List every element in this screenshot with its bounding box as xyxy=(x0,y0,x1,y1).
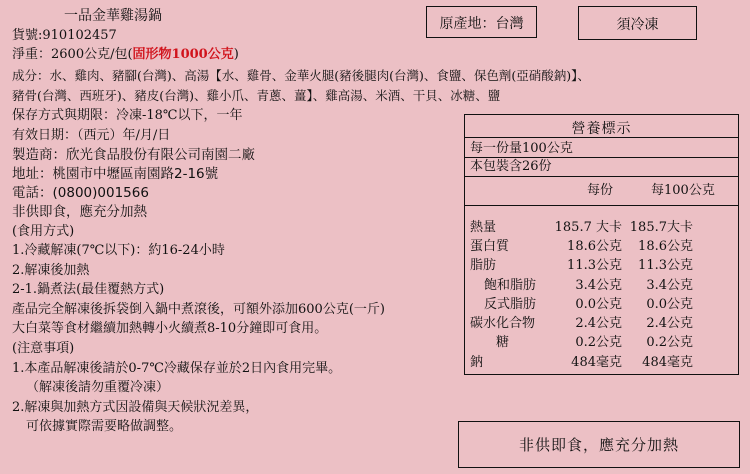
nutrition-row xyxy=(465,351,738,370)
nutrition-row xyxy=(465,293,738,312)
nutrient-name: 鈉 xyxy=(470,355,484,370)
per-100g-value: 18.6公克 xyxy=(638,239,693,254)
per-100g-value: 11.3公克 xyxy=(638,258,693,273)
nutrient-name: 飽和脂肪 xyxy=(484,278,537,293)
nutrition-title: 營養標示 xyxy=(571,121,632,137)
net-weight-solids: 固形物1000公克 xyxy=(132,47,234,62)
usage-step-2: 2.解凍後加熱 xyxy=(12,263,90,278)
serving-size: 每一份量100公克 xyxy=(470,141,573,156)
ingredients-line-2: 豬骨(台灣、西班牙)、豬皮(台灣)、雞小爪、青蔥、薑】、雞高湯、米酒、干貝、冰糖、鹽 xyxy=(12,88,501,103)
per-serving-value: 185.7 大卡 xyxy=(554,220,622,235)
per-serving-value: 3.4公克 xyxy=(575,278,622,293)
note-1: 1.本產品解凍後請於0-7℃冷藏保存並於2日內食用完畢。 xyxy=(12,361,342,376)
usage-step-1: 1.冷藏解凍(7℃以下)：約16-24小時 xyxy=(12,243,225,258)
per-100g-value: 185.7大卡 xyxy=(629,220,693,235)
frozen-label: 須冷凍 xyxy=(616,17,659,33)
frozen-box xyxy=(578,6,697,40)
per-100g-value: 0.2公克 xyxy=(646,335,693,350)
product-name: 一品金華雞湯鍋 xyxy=(64,8,162,24)
divider xyxy=(465,205,738,206)
nutrient-name: 糖 xyxy=(496,335,510,350)
per-100g-value: 3.4公克 xyxy=(646,278,693,293)
divider xyxy=(465,176,738,177)
per-100g-value: 484毫克 xyxy=(642,355,693,370)
divider xyxy=(465,137,738,138)
notes-title: (注意事項) xyxy=(12,341,75,356)
usage-detail-1: 產品完全解凍後拆袋倒入鍋中煮滾後，可額外添加600公克(一斤) xyxy=(12,302,385,317)
net-weight-prefix: 淨重：2600公克/包( xyxy=(12,47,133,62)
heating-notice: 非供即食，應充分加熱 xyxy=(518,436,679,454)
usage-title: (食用方式) xyxy=(12,224,75,239)
nutrition-row xyxy=(465,216,738,235)
per-serving-value: 18.6公克 xyxy=(567,239,622,254)
nutrient-name: 脂肪 xyxy=(470,258,497,273)
expiry-date: 有效日期：（西元）年/月/日 xyxy=(12,128,171,143)
nutrition-row xyxy=(465,274,738,293)
storage-info: 保存方式與期限：冷凍-18℃以下，一年 xyxy=(12,108,243,123)
per-serving-value: 11.3公克 xyxy=(567,258,622,273)
nutrition-row xyxy=(465,254,738,273)
per-serving-value: 0.2公克 xyxy=(575,335,622,350)
usage-detail-2: 大白菜等食材繼續加熱轉小火續煮8-10分鐘即可食用。 xyxy=(12,321,328,336)
per-100g-value: 0.0公克 xyxy=(646,297,693,312)
nutrient-name: 蛋白質 xyxy=(470,239,510,254)
column-per-100g: 每100公克 xyxy=(651,183,715,198)
ingredients-line-1: 成分：水、雞肉、豬腳(台灣)、高湯【水、雞骨、金華火腿(豬後腿肉(台灣)、食鹽、保色劑(亞硝酸鈉)】、 xyxy=(12,68,590,83)
phone: 電話：(0800)001566 xyxy=(12,185,149,201)
origin-label: 原產地：台灣 xyxy=(439,16,524,32)
item-number: 貨號:910102457 xyxy=(12,28,117,43)
note-1b: （解凍後請勿重覆冷凍） xyxy=(26,380,170,395)
usage-step-2-1: 2-1.鍋煮法(最佳覆熱方式) xyxy=(12,282,165,297)
per-serving-value: 484毫克 xyxy=(571,355,622,370)
note-2b: 可依據實際需要略做調整。 xyxy=(26,419,183,434)
net-weight-suffix: ) xyxy=(233,47,239,62)
servings-per-pack: 本包裝含26份 xyxy=(470,159,552,174)
note-2: 2.解凍與加熱方式因設備與天候狀況差異， xyxy=(12,400,259,415)
nutrient-name: 反式脂肪 xyxy=(484,297,537,312)
nutrient-name: 碳水化合物 xyxy=(470,316,536,331)
per-serving-value: 2.4公克 xyxy=(575,316,622,331)
not-ready-to-eat: 非供即食，應充分加熱 xyxy=(12,204,147,220)
address: 地址：桃園市中壢區南園路2-16號 xyxy=(12,166,219,182)
column-per-serving: 每份 xyxy=(587,183,614,198)
net-weight xyxy=(12,46,239,63)
nutrition-row xyxy=(465,331,738,350)
per-100g-value: 2.4公克 xyxy=(646,316,693,331)
nutrition-row xyxy=(465,235,738,254)
nutrition-table xyxy=(464,114,739,375)
heating-notice-box xyxy=(458,421,740,468)
manufacturer: 製造商：欣光食品股份有限公司南園二廠 xyxy=(12,147,255,163)
nutrient-name: 熱量 xyxy=(470,220,497,235)
origin-box xyxy=(426,6,537,38)
per-serving-value: 0.0公克 xyxy=(575,297,622,312)
nutrition-row xyxy=(465,312,738,331)
